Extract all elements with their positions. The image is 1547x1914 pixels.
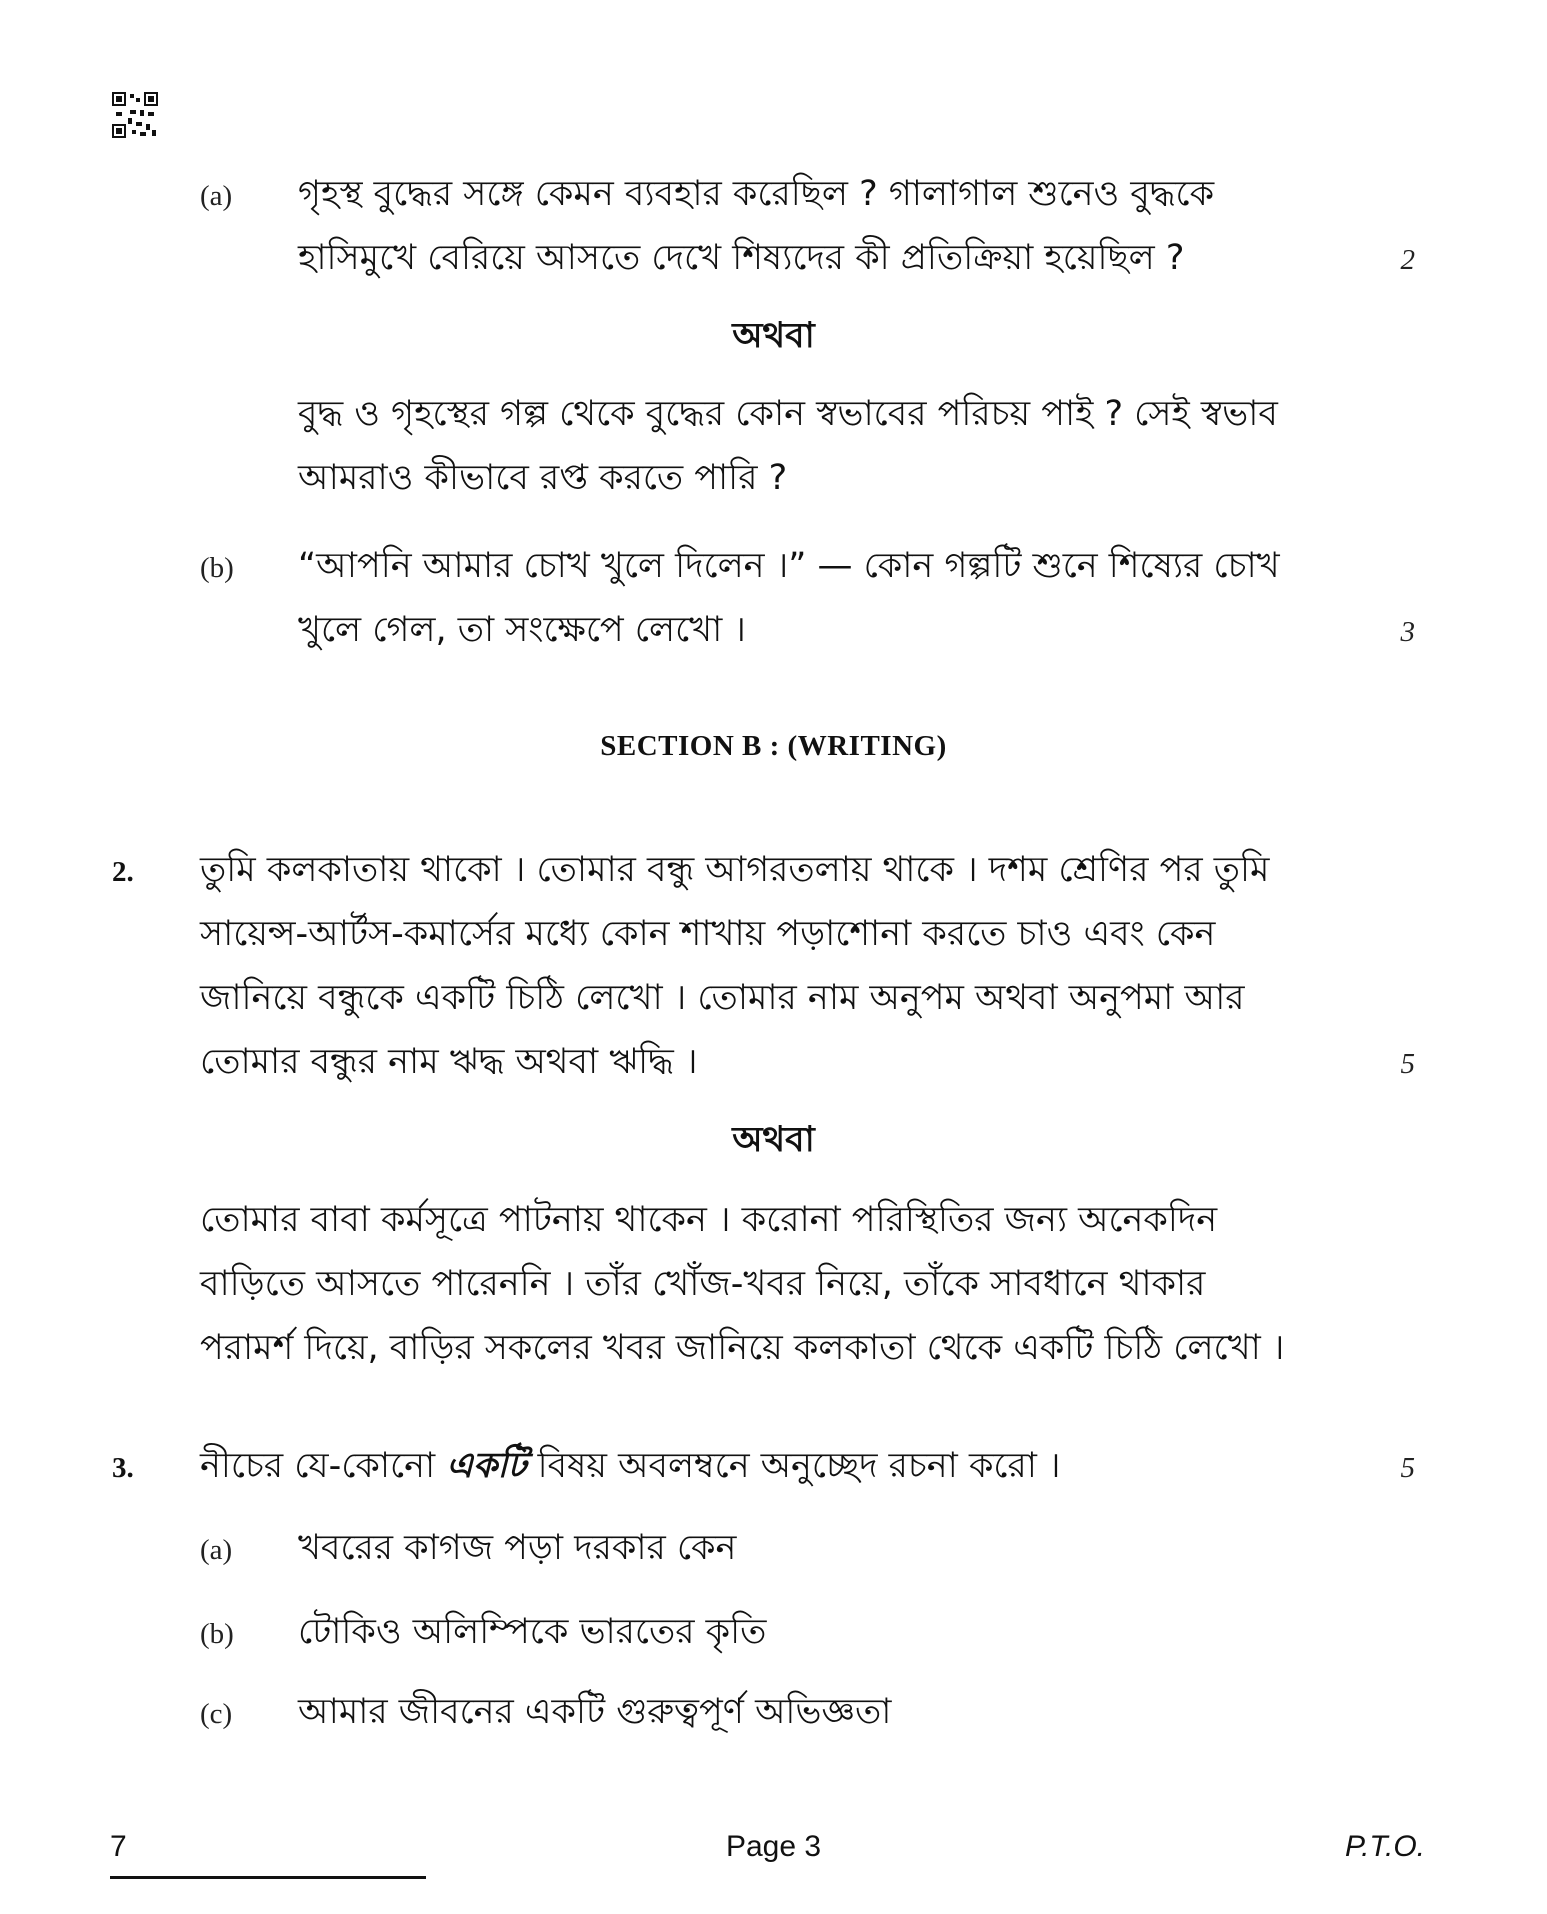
q2-number: 2. (112, 856, 134, 888)
q1b-text-line2: খুলে গেল, তা সংক্ষেপে লেখো । (298, 610, 746, 650)
footer-rule (110, 1876, 426, 1879)
q3-number: 3. (112, 1452, 134, 1484)
q1a-text-line2: হাসিমুখে বেরিয়ে আসতে দেখে শিষ্যদের কী প্রতিক্রিয়া হয়েছিল ? (298, 238, 1185, 278)
q1b-text-line1: “আপনি আমার চোখ খুলে দিলেন ।” — কোন গল্পটি শুনে শিষ্যের চোখ (298, 546, 1280, 586)
q3-prompt-after: বিষয় অবলম্বনে অনুচ্ছেদ রচনা করো । (526, 1446, 1061, 1486)
q3-option-c-text: আমার জীবনের একটি গুরুত্বপূর্ণ অভিজ্ঞতা (298, 1692, 892, 1732)
q3-option-c-label: (c) (200, 1698, 233, 1730)
q2-alt-text-line1: তোমার বাবা কর্মসূত্রে পাটনায় থাকেন । করোনা পরিস্থিতির জন্য অনেকদিন (200, 1200, 1218, 1240)
or-divider-2: অথবা (732, 1120, 815, 1160)
q3-option-b-label: (b) (200, 1618, 234, 1650)
q2-text-line3: জানিয়ে বন্ধুকে একটি চিঠি লেখো । তোমার নাম অনুপম অথবা অনুপমা আর (200, 978, 1245, 1018)
footer-pto: P.T.O. (1344, 1830, 1425, 1863)
footer-code: 7 (110, 1830, 127, 1863)
q1b-marks: 3 (1400, 616, 1415, 648)
q3-option-b-text: টোকিও অলিম্পিকে ভারতের কৃতি (298, 1612, 767, 1652)
or-divider-1: অথবা (732, 316, 815, 356)
q3-option-a-text: খবরের কাগজ পড়া দরকার কেন (298, 1528, 737, 1568)
q2-text-line1: তুমি কলকাতায় থাকো । তোমার বন্ধু আগরতলায় থাকে । দশম শ্রেণির পর তুমি (200, 850, 1270, 890)
q2-marks: 5 (1400, 1048, 1415, 1080)
section-b-heading: SECTION B : (WRITING) (600, 730, 947, 762)
q1a-text-line1: গৃহস্থ বুদ্ধের সঙ্গে কেমন ব্যবহার করেছিল ? গালাগাল শুনেও বুদ্ধকে (298, 174, 1215, 214)
q3-prompt (200, 1444, 1061, 1488)
q1a-marks: 2 (1400, 244, 1415, 276)
q3-marks: 5 (1400, 1452, 1415, 1484)
q2-alt-text-line3: পরামর্শ দিয়ে, বাড়ির সকলের খবর জানিয়ে কলকাতা থেকে একটি চিঠি লেখো । (200, 1328, 1285, 1368)
footer-page-number: Page 3 (725, 1830, 822, 1863)
q1a-label: (a) (200, 180, 233, 212)
q1-alt-text-line2: আমরাও কীভাবে রপ্ত করতে পারি ? (298, 458, 788, 498)
q3-prompt-before: নীচের যে-কোনো (200, 1446, 447, 1486)
q2-text-line4: তোমার বন্ধুর নাম ঋদ্ধ অথবা ঋদ্ধি । (200, 1042, 698, 1082)
q3-prompt-emphasis: একটি (446, 1446, 527, 1486)
q1-alt-text-line1: বুদ্ধ ও গৃহস্থের গল্প থেকে বুদ্ধের কোন স্বভাবের পরিচয় পাই ? সেই স্বভাব (298, 394, 1278, 434)
qr-code (112, 92, 158, 138)
q3-option-a-label: (a) (200, 1534, 233, 1566)
q2-alt-text-line2: বাড়িতে আসতে পারেননি । তাঁর খোঁজ-খবর নিয়ে, তাঁকে সাবধানে থাকার (200, 1264, 1206, 1304)
q1b-label: (b) (200, 552, 234, 584)
q2-text-line2: সায়েন্স-আর্টস-কমার্সের মধ্যে কোন শাখায় পড়াশোনা করতে চাও এবং কেন (200, 914, 1216, 954)
